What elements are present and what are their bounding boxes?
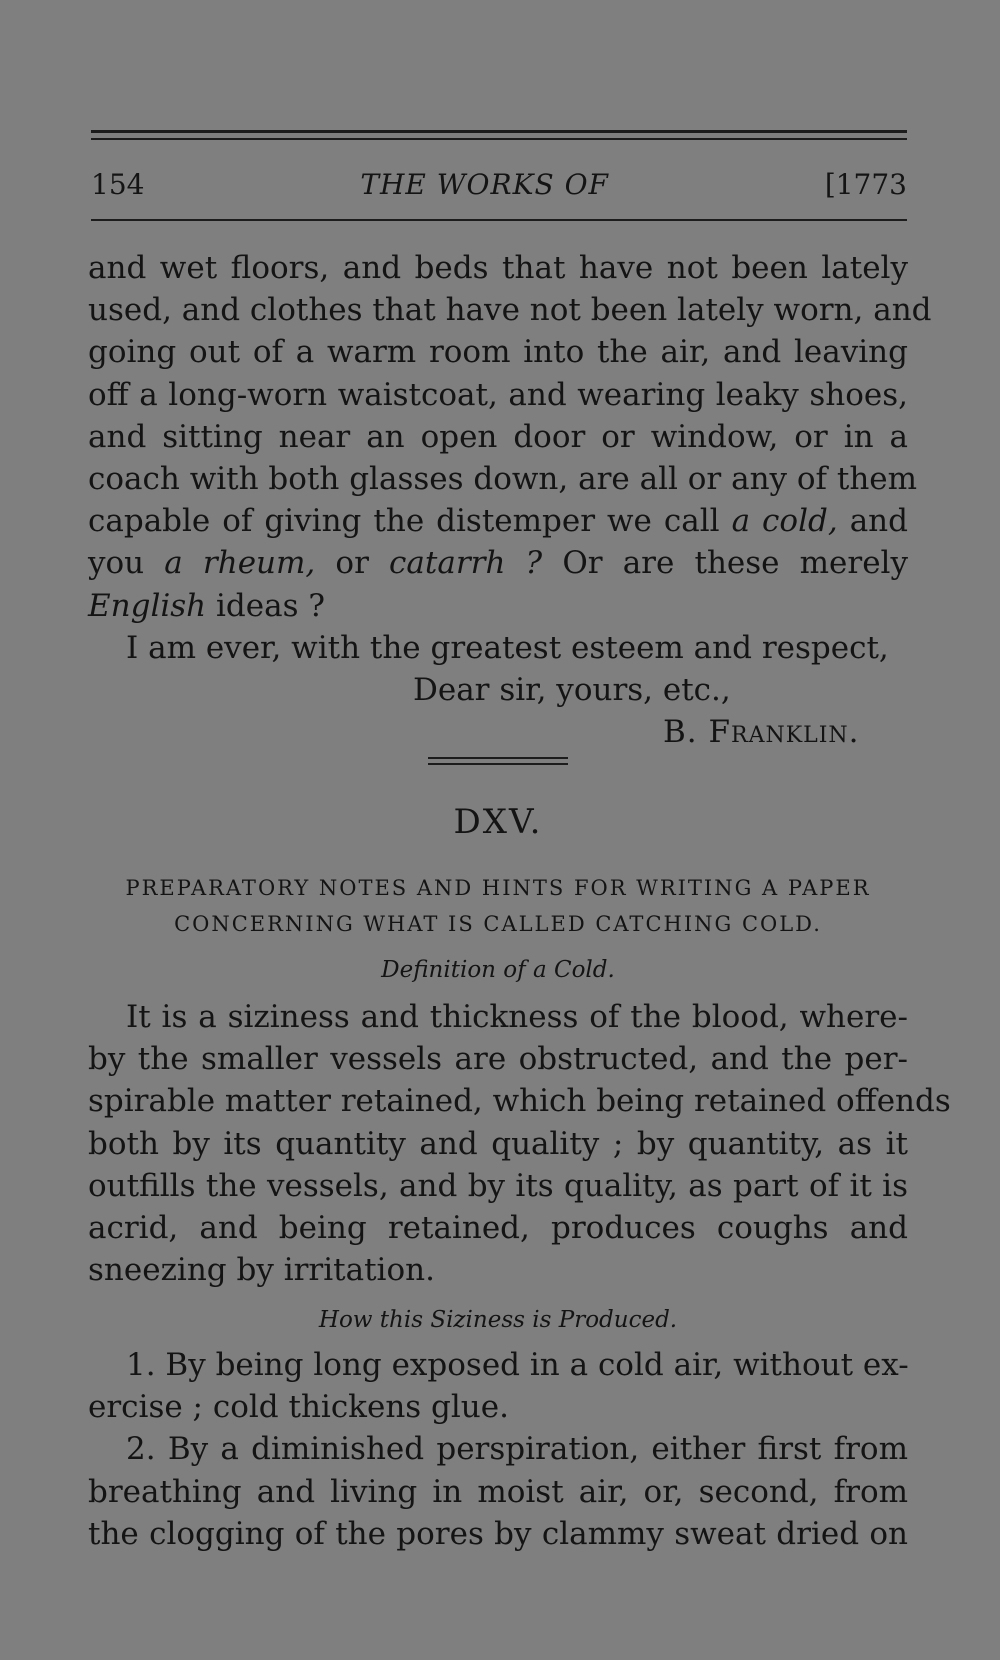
text-line: off a long-worn waistcoat, and wearing leaky shoes,	[88, 376, 908, 413]
text-line: and sitting near an open door or window, or in a	[88, 418, 908, 455]
text-line: outfills the vessels, and by its quality, as part of it is	[88, 1167, 908, 1204]
text-line: ercise ; cold thickens glue.	[88, 1389, 509, 1426]
text-line: going out of a warm room into the air, and leaving	[88, 334, 908, 371]
running-title: THE WORKS OF	[360, 168, 609, 201]
section-divider-1	[428, 757, 568, 759]
text-line: English ideas ?	[88, 587, 325, 624]
text-line: both by its quantity and quality ; by quantity, as it	[88, 1125, 908, 1162]
text-line: by the smaller vessels are obstructed, and the per-	[88, 1041, 908, 1078]
subheading-definition: Definition of a Cold.	[381, 957, 615, 983]
text-line: used, and clothes that have not been lately worn, and	[88, 292, 932, 329]
header-rule	[91, 219, 907, 221]
production-list	[88, 1344, 908, 1555]
running-header	[91, 168, 907, 208]
section-numeral: DXV.	[453, 802, 543, 842]
text-line: sneezing by irritation.	[88, 1252, 435, 1289]
section-divider-2	[428, 763, 568, 765]
letter-salutation: Dear sir, yours, etc.,	[413, 672, 731, 709]
top-double-rule-1	[91, 130, 907, 133]
text-line: It is a siziness and thickness of the blood, where-	[126, 999, 908, 1035]
list-item: 1. By being long exposed in a cold air, without ex-	[126, 1347, 909, 1383]
text-line: and wet floors, and beds that have not been lately	[88, 250, 908, 286]
letter-body	[88, 247, 932, 753]
letter-signature: B. Franklin.	[663, 714, 860, 751]
definition-paragraph	[88, 996, 951, 1291]
section-title: PREPARATORY NOTES AND HINTS FOR WRITING A PAPER CONCERNING WHAT IS CALLED CATCHING COLD.	[125, 876, 871, 936]
text-line: capable of giving the distemper we call a cold, and	[88, 503, 908, 540]
top-double-rule-2	[91, 138, 907, 140]
header-year: [1773	[824, 168, 907, 201]
text-line: the clogging of the pores by clammy sweat dried on	[88, 1515, 908, 1552]
letter-closing: I am ever, with the greatest esteem and respect,	[126, 629, 889, 666]
text-line: breathing and living in moist air, or, second, from	[88, 1473, 908, 1510]
text-line: acrid, and being retained, produces coughs and	[88, 1210, 908, 1247]
list-item: 2. By a diminished perspiration, either first from	[126, 1431, 908, 1468]
text-line: coach with both glasses down, are all or any of them	[88, 461, 918, 498]
text-line: spirable matter retained, which being retained offends	[88, 1083, 951, 1120]
subheading-production: How this Siziness is Produced.	[318, 1307, 678, 1333]
text-line: you a rheum, or catarrh ? Or are these merely	[88, 545, 908, 582]
page-number: 154	[91, 168, 145, 201]
